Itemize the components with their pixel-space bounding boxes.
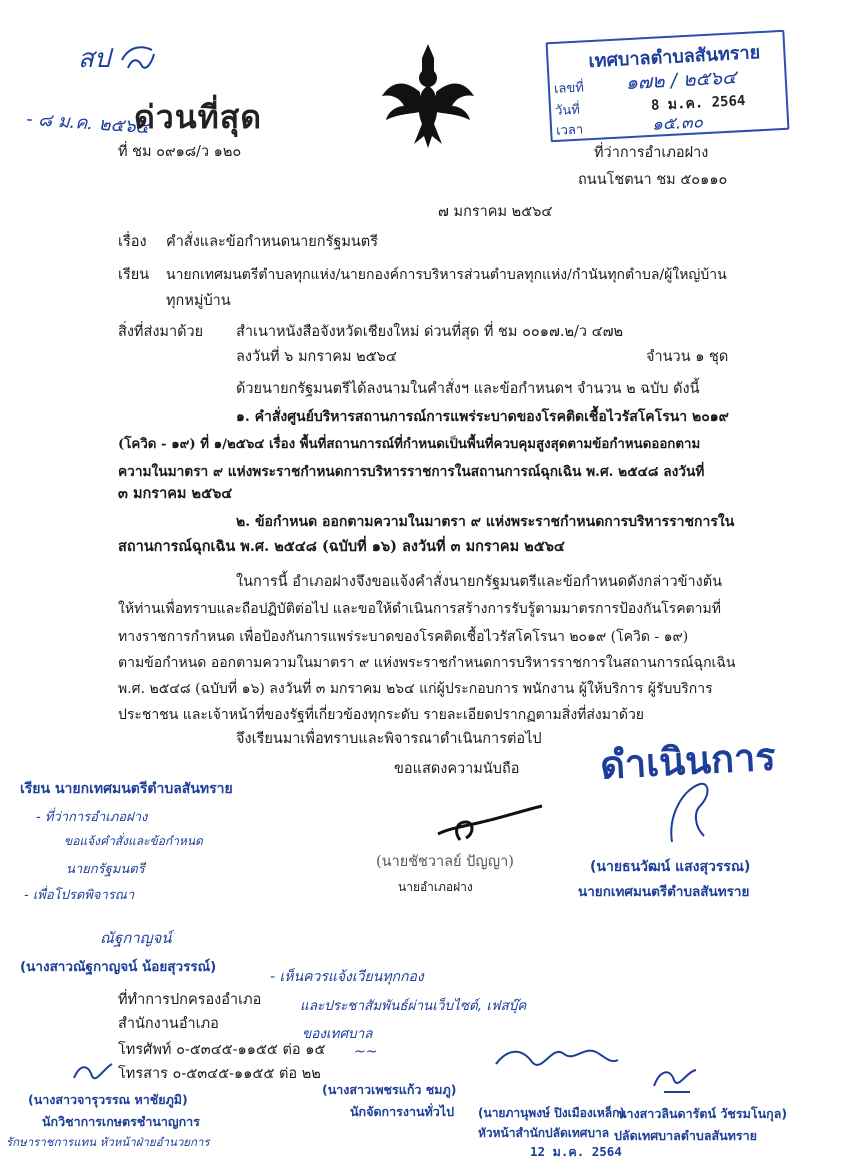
stamp-number-label: เลขที่ xyxy=(553,80,585,97)
item2-line1: ๒. ข้อกำหนด ออกตามความในมาตรา ๙ แห่งพระราชกำหนดการบริหารราชการใน xyxy=(236,514,735,530)
left-note-sign: ณัฐกาญจน์ xyxy=(100,929,172,947)
bottom-name-1: (นางสาวจารุวรรณ หาชัยภูมิ) xyxy=(28,1092,188,1107)
left-note-heading: เรียน นายกเทศมนตรีตำบลสันทราย xyxy=(20,781,233,797)
para-line3: ทางราชการกำหนด เพื่อป้องกันการแพร่ระบาดของโรคติดเชื้อไวรัสโคโรนา ๒๐๑๙ (โควิด - ๑๙) xyxy=(118,629,689,645)
para-line5: พ.ศ. ๒๕๔๘ (ฉบับที่ ๑๖) ลงวันที่ ๓ มกราคม ๒๖๔ แก่ผู้ประกอบการ พนักงาน ผู้ให้บริการ ผู้รับบริการ xyxy=(118,681,713,697)
mayor-signature-icon xyxy=(660,776,730,850)
bottom-position-4: ปลัดเทศบาลตำบลสันทราย xyxy=(614,1128,757,1143)
mayor-position: นายกเทศมนตรีตำบลสันทราย xyxy=(578,884,750,900)
item1-line2: (โควิด - ๑๙) ที่ ๑/๒๕๖๔ เรื่อง พื้นที่สถานการณ์ที่กำหนดเป็นพื้นที่ควบคุมสูงสุดตามข้อกำหนดออกตาม xyxy=(118,437,701,452)
left-note-line1: - ที่ว่าการอำเภอฝาง xyxy=(36,810,148,825)
bottom-position-2: นักจัดการงานทั่วไป xyxy=(350,1104,455,1119)
item1-line4: ๓ มกราคม ๒๕๖๔ xyxy=(118,485,233,502)
enclosure-line2: ลงวันที่ ๖ มกราคม ๒๕๖๔ xyxy=(236,349,397,365)
bottom-position-3: หัวหน้าสำนักปลัดเทศบาล xyxy=(478,1126,610,1140)
left-note-line2: ขอแจ้งคำสั่งและข้อกำหนด xyxy=(64,834,203,848)
handwritten-code: สป xyxy=(78,44,111,74)
contact-line1: ที่ทำการปกครองอำเภอ xyxy=(118,992,262,1008)
para-line4: ตามข้อกำหนด ออกตามความในมาตรา ๙ แห่งพระราชกำหนดการบริหารราชการในสถานการณ์ฉุกเฉิน xyxy=(118,655,736,671)
stamp-time-label: เวลา xyxy=(555,122,584,139)
mid-note-line1: - เห็นควรแจ้งเวียนทุกกอง xyxy=(270,969,424,985)
bottom-date-3: 12 ม.ค. 2564 xyxy=(530,1144,622,1159)
garuda-emblem-icon xyxy=(378,40,478,152)
letter-date: ๗ มกราคม ๒๕๖๔ xyxy=(438,204,553,220)
receipt-stamp xyxy=(546,30,790,142)
item1-line3: ความในมาตรา ๙ แห่งพระราชกำหนดการบริหารราชการในสถานการณ์ฉุกเฉิน พ.ศ. ๒๕๔๘ ลงวันที่ xyxy=(118,464,705,480)
bottom-name-3: (นายภานุพงษ์ ปิงเมืองเหล็ก) xyxy=(478,1106,625,1120)
bottom-name-4: นางสาวลินดารัตน์ วัชรมโนกุล) xyxy=(618,1106,788,1121)
bottom-signature-4-icon xyxy=(650,1062,700,1096)
stamp-title: เทศบาลตำบลสันทราย xyxy=(588,42,761,73)
sender-address: ถนนโชตนา ชม ๕๐๑๑๐ xyxy=(578,172,728,188)
contact-line4: โทรสาร ๐-๕๓๔๕-๑๑๕๕ ต่อ ๒๒ xyxy=(118,1066,321,1082)
item1-line1: ๑. คำสั่งศูนย์บริหารสถานการณ์การแพร่ระบาดของโรคติดเชื้อไวรัสโคโรนา ๒๐๑๙ xyxy=(236,409,729,425)
enclosure-line1: สำเนาหนังสือจังหวัดเชียงใหม่ ด่วนที่สุด ที่ ชม ๐๐๑๗.๒/ว ๔๗๒ xyxy=(236,324,624,340)
bottom-name-2: (นางสาวเพชรแก้ว ชมภู) xyxy=(322,1082,457,1097)
recipient-line2: ทุกหมู่บ้าน xyxy=(166,293,231,309)
closing-line: จึงเรียนมาเพื่อทราบและพิจารณาดำเนินการต่อไป xyxy=(236,731,542,747)
para-line2: ให้ท่านเพื่อทราบและถือปฏิบัติต่อไป และขอให้ดำเนินการสร้างการรับรู้ตามมาตรการป้องกันโรคตามที่ xyxy=(118,601,721,617)
contact-line3: โทรศัพท์ ๐-๕๓๔๕-๑๑๕๕ ต่อ ๑๕ xyxy=(118,1042,326,1058)
stamp-number-value: ๑๗๒ / ๒๕๖๔ xyxy=(625,66,737,95)
signer-position: นายอำเภอฝาง xyxy=(398,880,473,894)
recipient-label: เรียน xyxy=(118,267,150,283)
left-note-line4: - เพื่อโปรดพิจารณา xyxy=(24,888,135,903)
signer-name: (นายชัชวาลย์ ปัญญา) xyxy=(376,854,514,870)
enclosure-quantity: จำนวน ๑ ชุด xyxy=(646,349,729,365)
left-note-name: (นางสาวณัฐกาญจน์ น้อยสุวรรณ์) xyxy=(20,959,217,975)
stamp-date-value: 8 ม.ค. 2564 xyxy=(650,92,746,114)
stamp-date-label: วันที่ xyxy=(554,102,581,119)
left-note-line3: นายกรัฐมนตรี xyxy=(66,862,145,877)
sender-office: ที่ว่าการอำเภอฝาง xyxy=(594,145,709,161)
mayor-name: (นายธนวัฒน์ แสงสุวรรณ) xyxy=(590,859,751,875)
bottom-position-1b: รักษาราชการแทน หัวหน้าฝ่ายอำนวยการ xyxy=(6,1135,210,1149)
action-stamp: ดำเนินการ xyxy=(598,734,777,788)
bottom-signature-1-icon xyxy=(70,1058,116,1086)
handwritten-date: - ๘ ม.ค. ๒๕๖๔ xyxy=(25,108,150,139)
subject-text: คำสั่งและข้อกำหนดนายกรัฐมนตรี xyxy=(166,234,379,250)
subject-label: เรื่อง xyxy=(118,234,147,250)
item2-line2: สถานการณ์ฉุกเฉิน พ.ศ. ๒๕๔๘ (ฉบับที่ ๑๖) ลงวันที่ ๓ มกราคม ๒๕๖๔ xyxy=(118,538,565,555)
mid-note-initials: ~~ xyxy=(354,1044,378,1060)
bottom-position-1: นักวิชาการเกษตรชำนาญการ xyxy=(42,1114,200,1129)
district-chief-signature-icon xyxy=(430,782,550,848)
urgency-label: ด่วนที่สุด xyxy=(134,98,263,136)
bottom-signature-3-icon xyxy=(492,1034,622,1084)
recipient-line1: นายกเทศมนตรีตำบลทุกแห่ง/นายกองค์การบริหารส่วนตำบลทุกแห่ง/กำนันทุกตำบล/ผู้ใหญ่บ้าน xyxy=(166,267,727,283)
doc-number: ที่ ชม ๐๙๑๘/ว ๑๒๐ xyxy=(118,144,242,160)
para-line6: ประชาชน และเจ้าหน้าที่ของรัฐที่เกี่ยวข้องทุกระดับ รายละเอียดปรากฏตามสิ่งที่ส่งมาด้วย xyxy=(118,707,645,723)
enclosure-label: สิ่งที่ส่งมาด้วย xyxy=(118,324,204,340)
handwritten-signature-icon xyxy=(118,40,158,76)
mid-note-line3: ของเทศบาล xyxy=(302,1026,373,1042)
regards-text: ขอแสดงความนับถือ xyxy=(394,761,520,777)
mid-note-line2: และประชาสัมพันธ์ผ่านเว็บไซต์, เฟสบุ๊ค xyxy=(300,998,527,1014)
body-intro: ด้วยนายกรัฐมนตรีได้ลงนามในคำสั่งฯ และข้อกำหนดฯ จำนวน ๒ ฉบับ ดังนี้ xyxy=(236,381,700,397)
para-line1: ในการนี้ อำเภอฝางจึงขอแจ้งคำสั่งนายกรัฐมนตรีและข้อกำหนดดังกล่าวข้างต้น xyxy=(236,574,723,590)
contact-line2: สำนักงานอำเภอ xyxy=(118,1016,219,1032)
stamp-time-value: ๑๕.๓๐ xyxy=(651,112,704,135)
